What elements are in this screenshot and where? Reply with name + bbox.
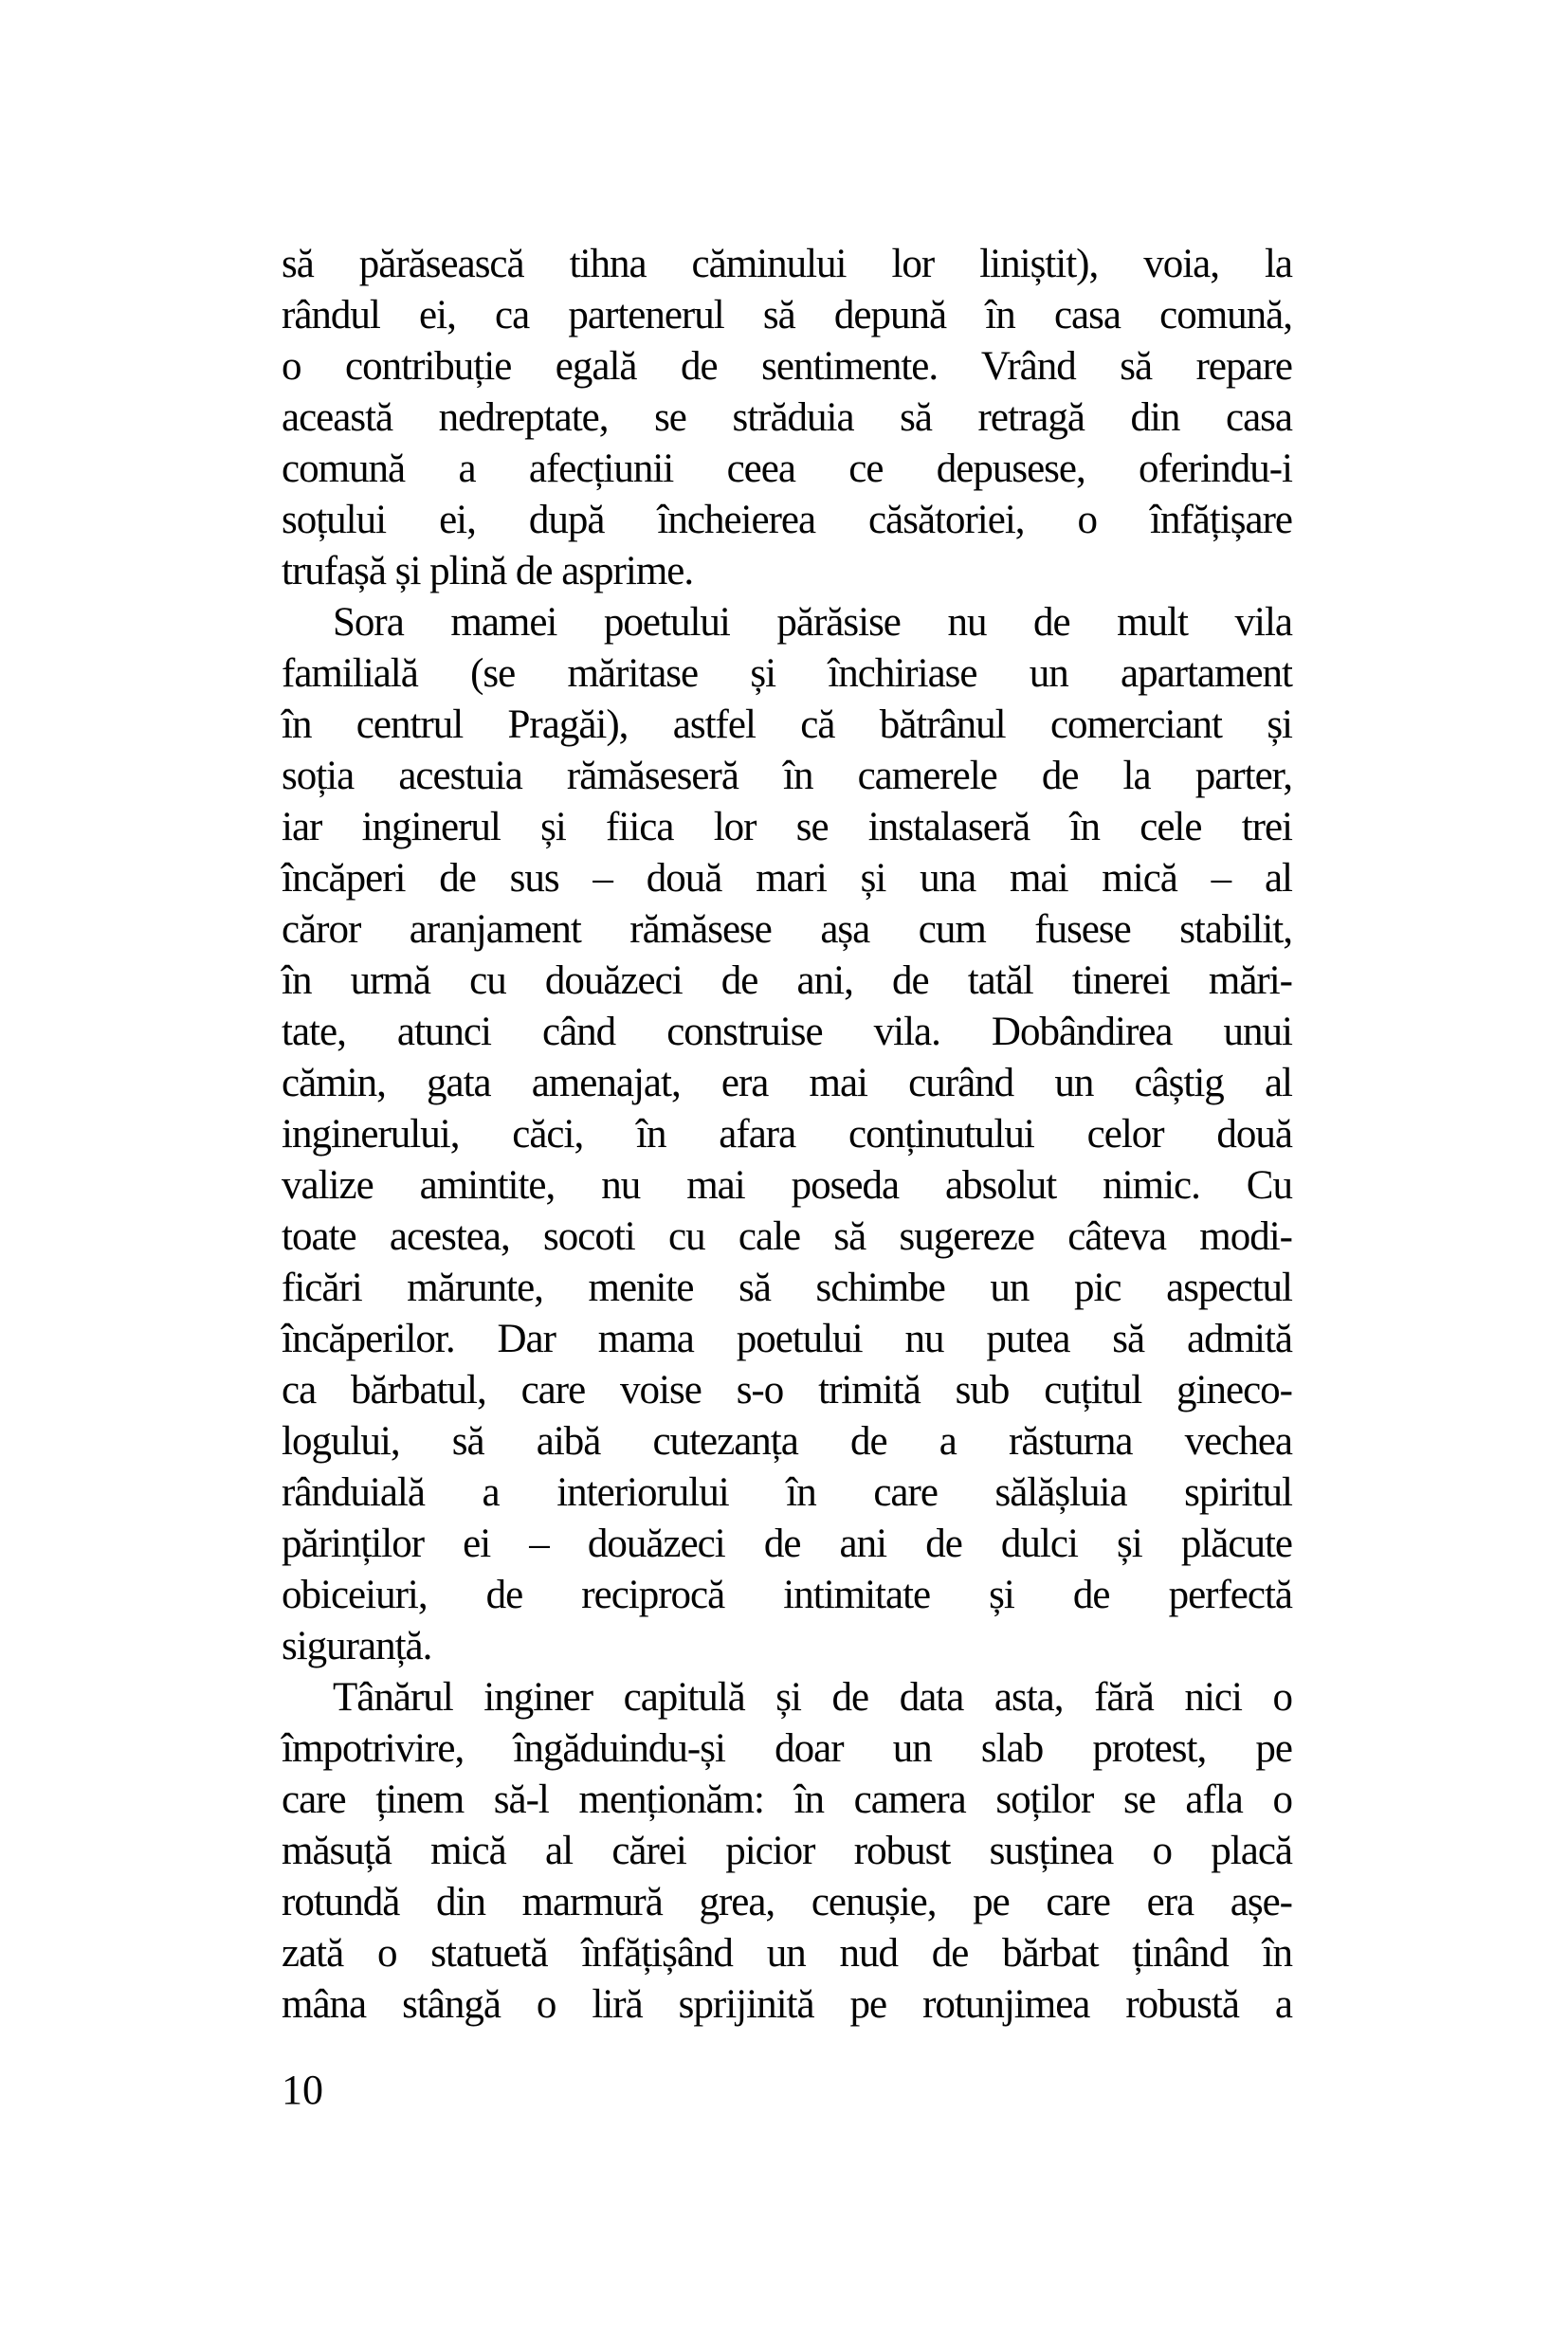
text-line: rândul ei, ca partenerul să depună în casa comună, — [282, 293, 1292, 337]
text-line: încăperilor. Dar mama poetului nu putea să admită — [282, 1317, 1292, 1361]
text-line: trufașă și plină de asprime. — [282, 549, 694, 593]
text-line: o contribuție egală de sentimente. Vrând să repare — [282, 344, 1292, 389]
text-line: încăperi de sus – două mari și una mai mică – al — [282, 856, 1292, 901]
text-line: cămin, gata amenajat, era mai curând un câștig al — [282, 1061, 1292, 1105]
text-line: în centrul Pragăi), astfel că bătrânul comerciant și — [282, 702, 1292, 747]
text-line: familială (se măritase și închiriase un apartament — [282, 651, 1292, 696]
page-number: 10 — [282, 2067, 323, 2113]
text-line: mâna stângă o liră sprijinită pe rotunjimea robustă a — [282, 1982, 1292, 2027]
text-line: siguranță. — [282, 1624, 432, 1668]
text-line: rotundă din marmură grea, cenușie, pe care era așe- — [282, 1880, 1292, 1924]
text-line: Sora mamei poetului părăsise nu de mult vila — [333, 600, 1292, 645]
text-line: această nedreptate, se străduia să retragă din casa — [282, 395, 1292, 440]
text-line: valize amintite, nu mai poseda absolut nimic. Cu — [282, 1163, 1292, 1208]
text-line: împotrivire, îngăduindu-și doar un slab protest, pe — [282, 1726, 1292, 1771]
text-line: să părăsească tihna căminului lor liniștit), voia, la — [282, 242, 1292, 286]
text-line: soția acestuia rămăseseră în camerele de la parter, — [282, 754, 1292, 798]
text-line: comună a afecțiunii ceea ce depusese, oferindu-i — [282, 447, 1292, 491]
text-line: tate, atunci când construise vila. Dobândirea unui — [282, 1010, 1292, 1054]
text-line: soțului ei, după încheierea căsătoriei, o înfățișare — [282, 498, 1292, 542]
text-line: părinților ei – douăzeci de ani de dulci și plăcute — [282, 1522, 1292, 1566]
text-line: căror aranjament rămăsese așa cum fusese stabilit, — [282, 907, 1292, 952]
text-line: inginerului, căci, în afara conținutului celor două — [282, 1112, 1292, 1157]
text-line: ficări mărunte, menite să schimbe un pic aspectul — [282, 1266, 1292, 1310]
book-page-text — [282, 239, 1292, 2031]
text-line: toate acestea, socoti cu cale să sugereze câteva modi- — [282, 1214, 1292, 1259]
text-line: măsuță mică al cărei picior robust susținea o placă — [282, 1829, 1292, 1873]
text-line: care ținem să-l menționăm: în camera soților se afla o — [282, 1777, 1292, 1822]
text-line: zată o statuetă înfățișând un nud de bărbat ținând în — [282, 1931, 1292, 1976]
text-line: Tânărul inginer capitulă și de data asta, fără nici o — [333, 1675, 1292, 1720]
text-line: rânduială a interiorului în care sălășluia spiritul — [282, 1470, 1292, 1515]
text-line: ca bărbatul, care voise s-o trimită sub cuțitul gineco- — [282, 1368, 1292, 1412]
text-line: logului, să aibă cutezanța de a răsturna vechea — [282, 1419, 1292, 1464]
text-line: obiceiuri, de reciprocă intimitate și de perfectă — [282, 1573, 1292, 1617]
text-line: iar inginerul și fiica lor se instalaseră în cele trei — [282, 805, 1292, 849]
text-line: în urmă cu douăzeci de ani, de tatăl tinerei mări- — [282, 958, 1292, 1003]
